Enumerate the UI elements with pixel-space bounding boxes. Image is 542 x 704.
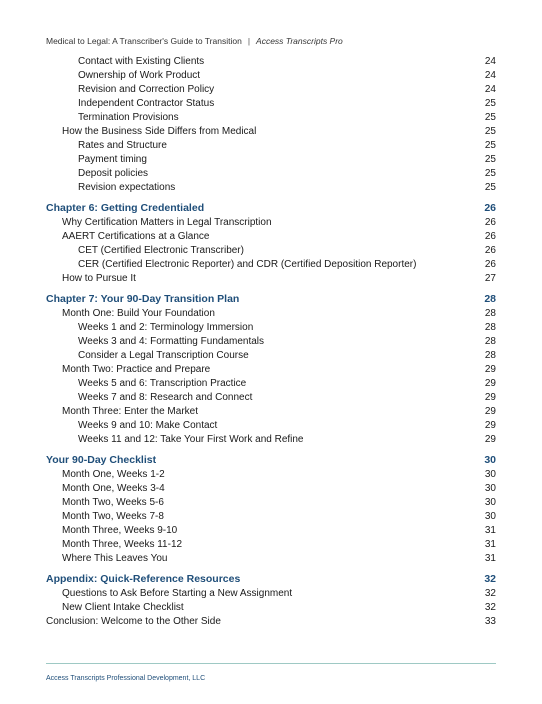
toc-entry[interactable] [46, 230, 496, 244]
toc-entry-label: CER (Certified Electronic Reporter) and CDR (Certified Deposition Reporter) [78, 259, 417, 270]
toc-entry[interactable] [46, 111, 496, 125]
toc-entry[interactable] [46, 552, 496, 566]
toc-entry[interactable] [46, 216, 496, 230]
toc-entry[interactable] [46, 139, 496, 153]
header-separator: | [247, 36, 251, 46]
toc-entry[interactable] [46, 335, 496, 349]
header-brand: Access Transcripts Pro [256, 36, 343, 46]
toc-entry[interactable] [46, 377, 496, 391]
toc-entry[interactable] [46, 83, 496, 97]
toc-entry[interactable] [46, 615, 496, 629]
toc-page-number: 28 [484, 350, 496, 361]
toc-entry-label: Chapter 6: Getting Credentialed [46, 202, 205, 214]
toc-page-number: 29 [484, 392, 496, 403]
toc-entry[interactable] [46, 524, 496, 538]
toc-page-number: 28 [484, 293, 496, 305]
toc-page-number: 31 [484, 539, 496, 550]
toc-entry-label: Rates and Structure [78, 140, 167, 151]
toc-entry[interactable] [46, 307, 496, 321]
toc-page-number: 24 [484, 56, 496, 67]
toc-page-number: 28 [484, 336, 496, 347]
toc-entry-label: Month Two, Weeks 5-6 [62, 497, 164, 508]
toc-entry-label: New Client Intake Checklist [62, 602, 184, 613]
page-footer [46, 663, 496, 685]
toc-entry[interactable] [46, 321, 496, 335]
footer-text: Access Transcripts Professional Development, LLC [46, 675, 206, 682]
toc-page-number: 26 [484, 245, 496, 256]
toc-chapter-entry[interactable] [46, 292, 496, 307]
toc-entry-label: Independent Contractor Status [78, 98, 215, 109]
toc-entry-label: Month Three, Weeks 9-10 [62, 525, 178, 536]
toc-entry[interactable] [46, 510, 496, 524]
toc-page-number: 25 [484, 98, 496, 109]
table-of-contents [46, 55, 496, 629]
toc-page-number: 25 [484, 126, 496, 137]
toc-entry[interactable] [46, 496, 496, 510]
toc-page-number: 31 [484, 553, 496, 564]
toc-entry-label: Payment timing [78, 154, 147, 165]
toc-entry[interactable] [46, 181, 496, 195]
toc-entry-label: AAERT Certifications at a Glance [62, 231, 210, 242]
toc-entry-label: Deposit policies [78, 168, 149, 179]
toc-page-number: 24 [484, 70, 496, 81]
toc-page-number: 25 [484, 140, 496, 151]
toc-entry-label: Revision expectations [78, 182, 176, 193]
toc-entry-label: Contact with Existing Clients [78, 56, 205, 67]
toc-page-number: 32 [484, 602, 496, 613]
toc-entry[interactable] [46, 538, 496, 552]
toc-entry-label: Ownership of Work Product [78, 70, 201, 81]
toc-entry-label: Conclusion: Welcome to the Other Side [46, 616, 221, 627]
toc-entry[interactable] [46, 153, 496, 167]
toc-entry-label: Weeks 1 and 2: Terminology Immersion [78, 322, 254, 333]
toc-page-number: 33 [484, 616, 496, 627]
toc-page-number: 26 [484, 202, 496, 214]
toc-chapter-entry[interactable] [46, 572, 496, 587]
toc-entry[interactable] [46, 482, 496, 496]
toc-entry[interactable] [46, 125, 496, 139]
toc-entry-label: CET (Certified Electronic Transcriber) [78, 245, 244, 256]
toc-entry-label: Weeks 9 and 10: Make Contact [78, 420, 218, 431]
toc-entry-label: Questions to Ask Before Starting a New Assignment [62, 588, 293, 599]
toc-entry-label: How the Business Side Differs from Medical [62, 126, 257, 137]
toc-entry-label: Why Certification Matters in Legal Transcription [62, 217, 272, 228]
toc-entry[interactable] [46, 363, 496, 377]
toc-page-number: 31 [484, 525, 496, 536]
toc-page-number: 29 [484, 434, 496, 445]
toc-page-number: 32 [484, 573, 496, 585]
toc-entry-label: Month One, Weeks 1-2 [62, 469, 165, 480]
toc-page-number: 27 [484, 273, 496, 284]
toc-page-number: 30 [484, 483, 496, 494]
toc-entry-label: Month Two: Practice and Prepare [62, 364, 211, 375]
toc-entry[interactable] [46, 69, 496, 83]
toc-entry-label: Termination Provisions [78, 112, 179, 123]
toc-page-number: 30 [484, 497, 496, 508]
page-header [46, 36, 343, 46]
toc-entry[interactable] [46, 391, 496, 405]
toc-chapter-entry[interactable] [46, 453, 496, 468]
toc-page-number: 29 [484, 406, 496, 417]
toc-entry-label: Weeks 3 and 4: Formatting Fundamentals [78, 336, 265, 347]
toc-entry[interactable] [46, 244, 496, 258]
toc-entry-label: Your 90-Day Checklist [46, 454, 157, 466]
toc-chapter-entry[interactable] [46, 201, 496, 216]
toc-page-number: 29 [484, 378, 496, 389]
toc-page-number: 24 [484, 84, 496, 95]
document-title: Medical to Legal: A Transcriber's Guide to Transition [46, 36, 242, 46]
toc-page-number: 30 [484, 511, 496, 522]
toc-entry[interactable] [46, 468, 496, 482]
toc-entry-label: Month One: Build Your Foundation [62, 308, 215, 319]
toc-entry-label: Chapter 7: Your 90-Day Transition Plan [46, 293, 240, 305]
toc-page-number: 29 [484, 420, 496, 431]
toc-entry-label: Weeks 7 and 8: Research and Connect [78, 392, 253, 403]
toc-page-number: 25 [484, 154, 496, 165]
toc-entry[interactable] [46, 258, 496, 272]
toc-entry[interactable] [46, 167, 496, 181]
toc-entry[interactable] [46, 272, 496, 286]
toc-entry[interactable] [46, 405, 496, 419]
toc-page-number: 26 [484, 217, 496, 228]
toc-page-number: 29 [484, 364, 496, 375]
toc-entry-label: Revision and Correction Policy [78, 84, 215, 95]
toc-entry-label: Month Three: Enter the Market [62, 406, 198, 417]
toc-page-number: 28 [484, 322, 496, 333]
toc-page-number: 30 [484, 454, 496, 466]
toc-entry-label: Month Two, Weeks 7-8 [62, 511, 164, 522]
toc-page-number: 28 [484, 308, 496, 319]
toc-page-number: 25 [484, 112, 496, 123]
toc-entry-label: Where This Leaves You [62, 553, 168, 564]
toc-entry-label: How to Pursue It [62, 273, 136, 284]
toc-entry-label: Month Three, Weeks 11-12 [62, 539, 183, 550]
toc-entry-label: Consider a Legal Transcription Course [78, 350, 249, 361]
toc-entry-label: Weeks 11 and 12: Take Your First Work and Refine [78, 434, 304, 445]
toc-page-number: 25 [484, 182, 496, 193]
toc-entry[interactable] [46, 349, 496, 363]
toc-page-number: 32 [484, 588, 496, 599]
toc-entry[interactable] [46, 97, 496, 111]
toc-entry[interactable] [46, 419, 496, 433]
toc-entry-label: Weeks 5 and 6: Transcription Practice [78, 378, 247, 389]
toc-page-number: 25 [484, 168, 496, 179]
toc-page-number: 26 [484, 231, 496, 242]
toc-entry[interactable] [46, 601, 496, 615]
toc-page-number: 26 [484, 259, 496, 270]
toc-entry-label: Month One, Weeks 3-4 [62, 483, 165, 494]
toc-entry[interactable] [46, 433, 496, 447]
toc-entry[interactable] [46, 55, 496, 69]
toc-page-number: 30 [484, 469, 496, 480]
toc-entry-label: Appendix: Quick-Reference Resources [46, 573, 241, 585]
toc-entry[interactable] [46, 587, 496, 601]
